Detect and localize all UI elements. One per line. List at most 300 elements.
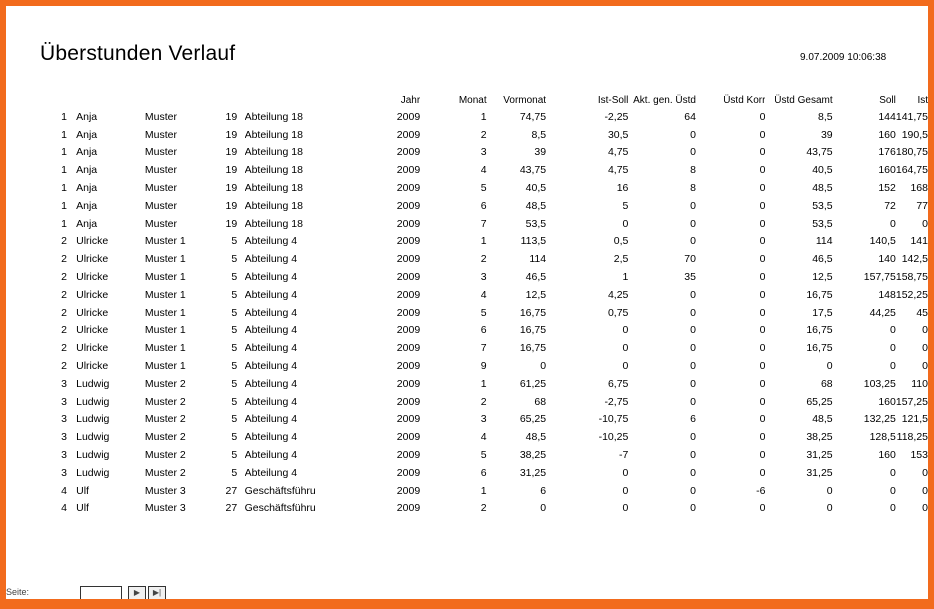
cell-department: Abteilung 18 <box>244 199 303 212</box>
cell-soll: 132,25 <box>863 413 896 426</box>
cell-last-name: Muster 1 <box>144 271 186 284</box>
table-header-row <box>6 92 928 108</box>
cell-year: 2009 <box>396 502 421 515</box>
cell-last-name: Muster 1 <box>144 342 186 355</box>
cell-month: 7 <box>480 342 487 355</box>
cell-dept-no: 5 <box>231 449 238 462</box>
cell-employee-id: 4 <box>61 502 67 515</box>
cell-department: Abteilung 4 <box>244 360 298 373</box>
cell-prev-month: 43,75 <box>519 164 547 177</box>
table-row <box>6 357 928 375</box>
cell-ist: 77 <box>916 199 928 212</box>
cell-ustd-gesamt: 48,5 <box>812 182 833 195</box>
cell-ustd-korr: 0 <box>759 271 766 284</box>
cell-prev-month: 0 <box>540 360 547 373</box>
cell-akt-gen-ustd: 0 <box>690 288 696 301</box>
cell-month: 3 <box>480 146 487 159</box>
cell-ist-soll: -10,25 <box>598 431 629 444</box>
cell-ist-soll: 0 <box>622 466 629 479</box>
cell-last-name: Muster 2 <box>144 431 186 444</box>
cell-department: Abteilung 18 <box>244 146 303 159</box>
cell-akt-gen-ustd: 0 <box>690 342 696 355</box>
table-row <box>6 500 928 518</box>
cell-month: 1 <box>480 110 487 123</box>
cell-month: 3 <box>480 413 487 426</box>
cell-akt-gen-ustd: 64 <box>684 110 696 123</box>
cell-first-name: Anja <box>76 199 98 212</box>
cell-first-name: Ulricke <box>76 360 109 373</box>
cell-soll: 0 <box>890 502 896 515</box>
cell-month: 5 <box>480 306 487 319</box>
cell-month: 1 <box>480 377 487 390</box>
cell-ustd-gesamt: 17,5 <box>812 306 833 319</box>
cell-department: Geschäftsführu <box>244 484 316 497</box>
cell-dept-no: 27 <box>225 484 238 497</box>
cell-last-name: Muster 1 <box>144 253 186 266</box>
cell-prev-month: 74,75 <box>519 110 547 123</box>
cell-dept-no: 5 <box>231 395 238 408</box>
page-number-input[interactable] <box>80 586 122 599</box>
cell-employee-id: 3 <box>61 449 67 462</box>
cell-prev-month: 48,5 <box>525 199 547 212</box>
cell-first-name: Anja <box>76 217 98 230</box>
cell-prev-month: 53,5 <box>525 217 547 230</box>
cell-employee-id: 1 <box>61 128 67 141</box>
cell-year: 2009 <box>396 271 421 284</box>
cell-year: 2009 <box>396 217 421 230</box>
cell-employee-id: 3 <box>61 431 67 444</box>
cell-soll: 176 <box>878 146 896 159</box>
cell-year: 2009 <box>396 253 421 266</box>
cell-ustd-gesamt: 0 <box>826 360 833 373</box>
cell-month: 2 <box>480 253 487 266</box>
cell-first-name: Anja <box>76 146 98 159</box>
cell-ustd-korr: -6 <box>756 484 766 497</box>
cell-ist-soll: 0 <box>622 342 629 355</box>
cell-akt-gen-ustd: 35 <box>684 271 696 284</box>
cell-soll: 140,5 <box>869 235 896 248</box>
col-header-soll: Soll <box>879 94 896 106</box>
cell-ustd-gesamt: 16,75 <box>806 342 833 355</box>
table-row <box>6 464 928 482</box>
cell-ist: 153 <box>910 449 928 462</box>
cell-month: 3 <box>480 271 487 284</box>
cell-last-name: Muster 2 <box>144 449 186 462</box>
report-timestamp: 9.07.2009 10:06:38 <box>800 52 887 63</box>
cell-last-name: Muster <box>144 110 177 123</box>
last-page-icon[interactable]: ▶| <box>148 586 166 599</box>
cell-soll: 157,75 <box>863 271 896 284</box>
cell-ustd-gesamt: 53,5 <box>812 217 833 230</box>
cell-dept-no: 5 <box>231 306 238 319</box>
cell-first-name: Ulricke <box>76 306 109 319</box>
cell-ustd-korr: 0 <box>759 217 766 230</box>
cell-soll: 160 <box>878 164 896 177</box>
col-header-jahr: Jahr <box>400 94 421 106</box>
cell-ustd-gesamt: 12,5 <box>812 271 833 284</box>
cell-last-name: Muster <box>144 182 177 195</box>
cell-ustd-korr: 0 <box>759 182 766 195</box>
cell-year: 2009 <box>396 146 421 159</box>
cell-department: Abteilung 18 <box>244 110 303 123</box>
table-row <box>6 179 928 197</box>
cell-ist-soll: -2,25 <box>604 110 629 123</box>
cell-ustd-korr: 0 <box>759 110 766 123</box>
cell-first-name: Ulricke <box>76 271 109 284</box>
cell-ustd-gesamt: 65,25 <box>806 395 833 408</box>
cell-dept-no: 5 <box>231 271 238 284</box>
cell-month: 2 <box>480 128 487 141</box>
cell-employee-id: 2 <box>61 271 67 284</box>
table-row <box>6 108 928 126</box>
cell-department: Abteilung 18 <box>244 217 303 230</box>
cell-last-name: Muster 2 <box>144 413 186 426</box>
cell-akt-gen-ustd: 0 <box>690 431 696 444</box>
col-header-akt-gen-ustd: Akt. gen. Üstd <box>633 94 696 106</box>
cell-year: 2009 <box>396 182 421 195</box>
cell-ustd-korr: 0 <box>759 360 766 373</box>
cell-month: 5 <box>480 182 487 195</box>
cell-ustd-gesamt: 114 <box>815 235 833 248</box>
cell-last-name: Muster 1 <box>144 324 186 337</box>
cell-year: 2009 <box>396 466 421 479</box>
cell-akt-gen-ustd: 0 <box>690 484 696 497</box>
cell-dept-no: 5 <box>231 342 238 355</box>
table-row <box>6 215 928 233</box>
cell-soll: 144 <box>878 110 896 123</box>
cell-employee-id: 3 <box>61 395 67 408</box>
cell-dept-no: 5 <box>231 431 238 444</box>
cell-ustd-korr: 0 <box>759 235 766 248</box>
cell-ist-soll: 0,5 <box>613 235 629 248</box>
cell-ist-soll: -7 <box>619 449 629 462</box>
cell-ustd-korr: 0 <box>759 342 766 355</box>
cell-month: 1 <box>480 484 487 497</box>
cell-akt-gen-ustd: 0 <box>690 377 696 390</box>
cell-ist-soll: 4,25 <box>607 288 629 301</box>
cell-dept-no: 5 <box>231 235 238 248</box>
cell-prev-month: 16,75 <box>519 324 547 337</box>
cell-year: 2009 <box>396 377 421 390</box>
table-row <box>6 286 928 304</box>
table-row <box>6 233 928 251</box>
cell-ustd-korr: 0 <box>759 395 766 408</box>
cell-ustd-korr: 0 <box>759 146 766 159</box>
cell-employee-id: 3 <box>61 413 67 426</box>
table-row <box>6 428 928 446</box>
cell-employee-id: 2 <box>61 253 67 266</box>
cell-soll: 148 <box>878 288 896 301</box>
cell-last-name: Muster 1 <box>144 360 186 373</box>
cell-soll: 0 <box>890 342 896 355</box>
col-header-vormonat: Vormonat <box>503 94 547 106</box>
cell-dept-no: 19 <box>225 182 238 195</box>
cell-ist: 142,5 <box>901 253 928 266</box>
cell-prev-month: 46,5 <box>525 271 547 284</box>
cell-ustd-gesamt: 46,5 <box>812 253 833 266</box>
cell-year: 2009 <box>396 164 421 177</box>
cell-month: 2 <box>480 395 487 408</box>
cell-soll: 160 <box>878 128 896 141</box>
cell-first-name: Ludwig <box>76 466 110 479</box>
cell-akt-gen-ustd: 70 <box>684 253 696 266</box>
cell-prev-month: 8,5 <box>531 128 547 141</box>
cell-ist: 0 <box>922 324 928 337</box>
cell-dept-no: 19 <box>225 199 238 212</box>
cell-employee-id: 1 <box>61 146 67 159</box>
cell-akt-gen-ustd: 0 <box>690 217 696 230</box>
table-row <box>6 161 928 179</box>
cell-employee-id: 4 <box>61 484 67 497</box>
cell-soll: 0 <box>890 324 896 337</box>
cell-first-name: Ulf <box>76 484 89 497</box>
cell-prev-month: 16,75 <box>519 342 547 355</box>
table-row <box>6 482 928 500</box>
cell-last-name: Muster <box>144 217 177 230</box>
cell-dept-no: 5 <box>231 466 238 479</box>
cell-dept-no: 19 <box>225 217 238 230</box>
cell-ustd-korr: 0 <box>759 413 766 426</box>
cell-employee-id: 1 <box>61 164 67 177</box>
cell-month: 7 <box>480 217 487 230</box>
cell-soll: 152 <box>878 182 896 195</box>
cell-soll: 0 <box>890 466 896 479</box>
cell-first-name: Ulf <box>76 502 89 515</box>
cell-ist-soll: 0 <box>622 484 629 497</box>
cell-month: 1 <box>480 235 487 248</box>
cell-dept-no: 5 <box>231 377 238 390</box>
cell-akt-gen-ustd: 0 <box>690 360 696 373</box>
cell-ustd-korr: 0 <box>759 199 766 212</box>
cell-dept-no: 5 <box>231 413 238 426</box>
cell-department: Abteilung 4 <box>244 288 298 301</box>
cell-month: 5 <box>480 449 487 462</box>
cell-ustd-korr: 0 <box>759 164 766 177</box>
cell-month: 6 <box>480 324 487 337</box>
cell-year: 2009 <box>396 484 421 497</box>
cell-akt-gen-ustd: 0 <box>690 395 696 408</box>
cell-ustd-korr: 0 <box>759 306 766 319</box>
cell-department: Abteilung 4 <box>244 395 298 408</box>
cell-ist-soll: 2,5 <box>613 253 629 266</box>
cell-ustd-gesamt: 0 <box>826 484 833 497</box>
table-row <box>6 197 928 215</box>
cell-month: 6 <box>480 199 487 212</box>
cell-ustd-korr: 0 <box>759 431 766 444</box>
page-navigator <box>6 585 928 599</box>
cell-ustd-gesamt: 43,75 <box>806 146 833 159</box>
cell-soll: 160 <box>878 449 896 462</box>
cell-prev-month: 31,25 <box>519 466 547 479</box>
cell-soll: 103,25 <box>863 377 896 390</box>
cell-ist: 0 <box>922 502 928 515</box>
cell-department: Abteilung 4 <box>244 324 298 337</box>
cell-employee-id: 3 <box>61 466 67 479</box>
cell-department: Abteilung 4 <box>244 235 298 248</box>
cell-ist: 0 <box>922 217 928 230</box>
cell-prev-month: 6 <box>540 484 547 497</box>
cell-ist: 164,75 <box>895 164 928 177</box>
cell-ist: 190,5 <box>901 128 928 141</box>
cell-month: 4 <box>480 288 487 301</box>
cell-ustd-gesamt: 0 <box>826 502 833 515</box>
cell-soll: 160 <box>878 395 896 408</box>
cell-ustd-korr: 0 <box>759 449 766 462</box>
cell-ist: 0 <box>922 360 928 373</box>
cell-akt-gen-ustd: 0 <box>690 466 696 479</box>
cell-department: Abteilung 4 <box>244 466 298 479</box>
cell-ist: 45 <box>916 306 928 319</box>
next-page-icon[interactable]: ▶ <box>128 586 146 599</box>
cell-ustd-gesamt: 48,5 <box>812 413 833 426</box>
cell-ustd-gesamt: 53,5 <box>812 199 833 212</box>
cell-first-name: Ulricke <box>76 324 109 337</box>
cell-last-name: Muster 1 <box>144 235 186 248</box>
cell-akt-gen-ustd: 0 <box>690 324 696 337</box>
cell-employee-id: 2 <box>61 324 67 337</box>
cell-prev-month: 61,25 <box>519 377 547 390</box>
cell-year: 2009 <box>396 431 421 444</box>
table-row <box>6 304 928 322</box>
cell-last-name: Muster <box>144 164 177 177</box>
cell-department: Abteilung 4 <box>244 431 298 444</box>
cell-ist-soll: 6,75 <box>607 377 629 390</box>
cell-akt-gen-ustd: 0 <box>690 306 696 319</box>
cell-prev-month: 113,5 <box>520 235 547 248</box>
cell-year: 2009 <box>396 288 421 301</box>
table-row <box>6 411 928 429</box>
cell-ist-soll: 0 <box>622 324 629 337</box>
cell-first-name: Ludwig <box>76 413 110 426</box>
cell-ist-soll: 5 <box>622 199 629 212</box>
cell-last-name: Muster 2 <box>144 395 186 408</box>
cell-employee-id: 2 <box>61 360 67 373</box>
cell-ist: 157,25 <box>895 395 928 408</box>
cell-month: 9 <box>480 360 487 373</box>
cell-ist: 0 <box>922 342 928 355</box>
table-row <box>6 446 928 464</box>
cell-akt-gen-ustd: 6 <box>690 413 696 426</box>
cell-ist-soll: 4,75 <box>607 164 629 177</box>
cell-ist-soll: 16 <box>616 182 629 195</box>
cell-ustd-gesamt: 39 <box>820 128 833 141</box>
cell-department: Abteilung 4 <box>244 377 298 390</box>
cell-prev-month: 16,75 <box>519 306 547 319</box>
cell-first-name: Anja <box>76 110 98 123</box>
cell-ustd-gesamt: 40,5 <box>812 164 833 177</box>
cell-employee-id: 3 <box>61 377 67 390</box>
cell-ustd-korr: 0 <box>759 253 766 266</box>
cell-ist: 118,25 <box>896 431 928 444</box>
cell-year: 2009 <box>396 199 421 212</box>
cell-ist-soll: 0 <box>622 217 629 230</box>
cell-year: 2009 <box>396 110 421 123</box>
cell-ustd-gesamt: 8,5 <box>818 110 833 123</box>
col-header-ist: Ist <box>917 94 928 106</box>
cell-month: 6 <box>480 466 487 479</box>
cell-ustd-gesamt: 38,25 <box>806 431 833 444</box>
cell-prev-month: 40,5 <box>525 182 547 195</box>
col-header-ist-soll: Ist-Soll <box>597 94 629 106</box>
cell-year: 2009 <box>396 235 421 248</box>
cell-akt-gen-ustd: 8 <box>690 182 696 195</box>
cell-ist-soll: 0 <box>622 502 629 515</box>
cell-prev-month: 0 <box>540 502 547 515</box>
cell-year: 2009 <box>396 360 421 373</box>
cell-employee-id: 2 <box>61 235 67 248</box>
cell-department: Abteilung 4 <box>244 413 298 426</box>
cell-prev-month: 48,5 <box>525 431 547 444</box>
cell-ustd-korr: 0 <box>759 324 766 337</box>
cell-akt-gen-ustd: 0 <box>690 502 696 515</box>
cell-employee-id: 1 <box>61 110 67 123</box>
cell-ist: 0 <box>922 484 928 497</box>
cell-prev-month: 12,5 <box>525 288 547 301</box>
cell-prev-month: 114 <box>529 253 547 266</box>
cell-ist: 141 <box>910 235 928 248</box>
report-page <box>6 6 928 599</box>
cell-ist-soll: 1 <box>622 271 629 284</box>
cell-first-name: Ludwig <box>76 377 110 390</box>
cell-year: 2009 <box>396 413 421 426</box>
cell-ustd-gesamt: 31,25 <box>806 449 833 462</box>
cell-ustd-korr: 0 <box>759 377 766 390</box>
cell-ist: 168 <box>910 182 928 195</box>
cell-last-name: Muster <box>144 199 177 212</box>
cell-ustd-gesamt: 31,25 <box>806 466 833 479</box>
cell-ist: 180,75 <box>895 146 928 159</box>
table-row <box>6 375 928 393</box>
cell-year: 2009 <box>396 449 421 462</box>
cell-ist-soll: -2,75 <box>604 395 629 408</box>
cell-ist-soll: -10,75 <box>598 413 629 426</box>
cell-department: Abteilung 18 <box>244 128 303 141</box>
cell-ustd-korr: 0 <box>759 288 766 301</box>
table-row <box>6 126 928 144</box>
table-row <box>6 144 928 162</box>
cell-soll: 72 <box>884 199 896 212</box>
cell-first-name: Anja <box>76 164 98 177</box>
cell-last-name: Muster <box>144 128 177 141</box>
col-header-ustd-korr: Üstd Korr <box>723 94 766 106</box>
col-header-ustd-gesamt: Üstd Gesamt <box>774 94 833 106</box>
cell-dept-no: 19 <box>225 146 238 159</box>
cell-prev-month: 68 <box>534 395 547 408</box>
table-row <box>6 339 928 357</box>
cell-employee-id: 1 <box>61 182 67 195</box>
cell-first-name: Anja <box>76 128 98 141</box>
cell-employee-id: 2 <box>61 342 67 355</box>
cell-first-name: Ulricke <box>76 253 109 266</box>
page-label: Seite: <box>6 587 30 597</box>
table-row <box>6 322 928 340</box>
cell-ist-soll: 4,75 <box>607 146 629 159</box>
cell-department: Abteilung 4 <box>244 253 298 266</box>
cell-ist-soll: 0,75 <box>607 306 629 319</box>
cell-dept-no: 5 <box>231 360 238 373</box>
cell-ist: 158,75 <box>895 271 928 284</box>
cell-akt-gen-ustd: 8 <box>690 164 696 177</box>
cell-akt-gen-ustd: 0 <box>690 146 696 159</box>
cell-year: 2009 <box>396 324 421 337</box>
cell-department: Abteilung 4 <box>244 271 298 284</box>
cell-dept-no: 19 <box>225 110 238 123</box>
cell-last-name: Muster 3 <box>144 502 186 515</box>
cell-soll: 0 <box>890 217 896 230</box>
cell-akt-gen-ustd: 0 <box>690 199 696 212</box>
cell-last-name: Muster 1 <box>144 288 186 301</box>
cell-first-name: Ulricke <box>76 342 109 355</box>
